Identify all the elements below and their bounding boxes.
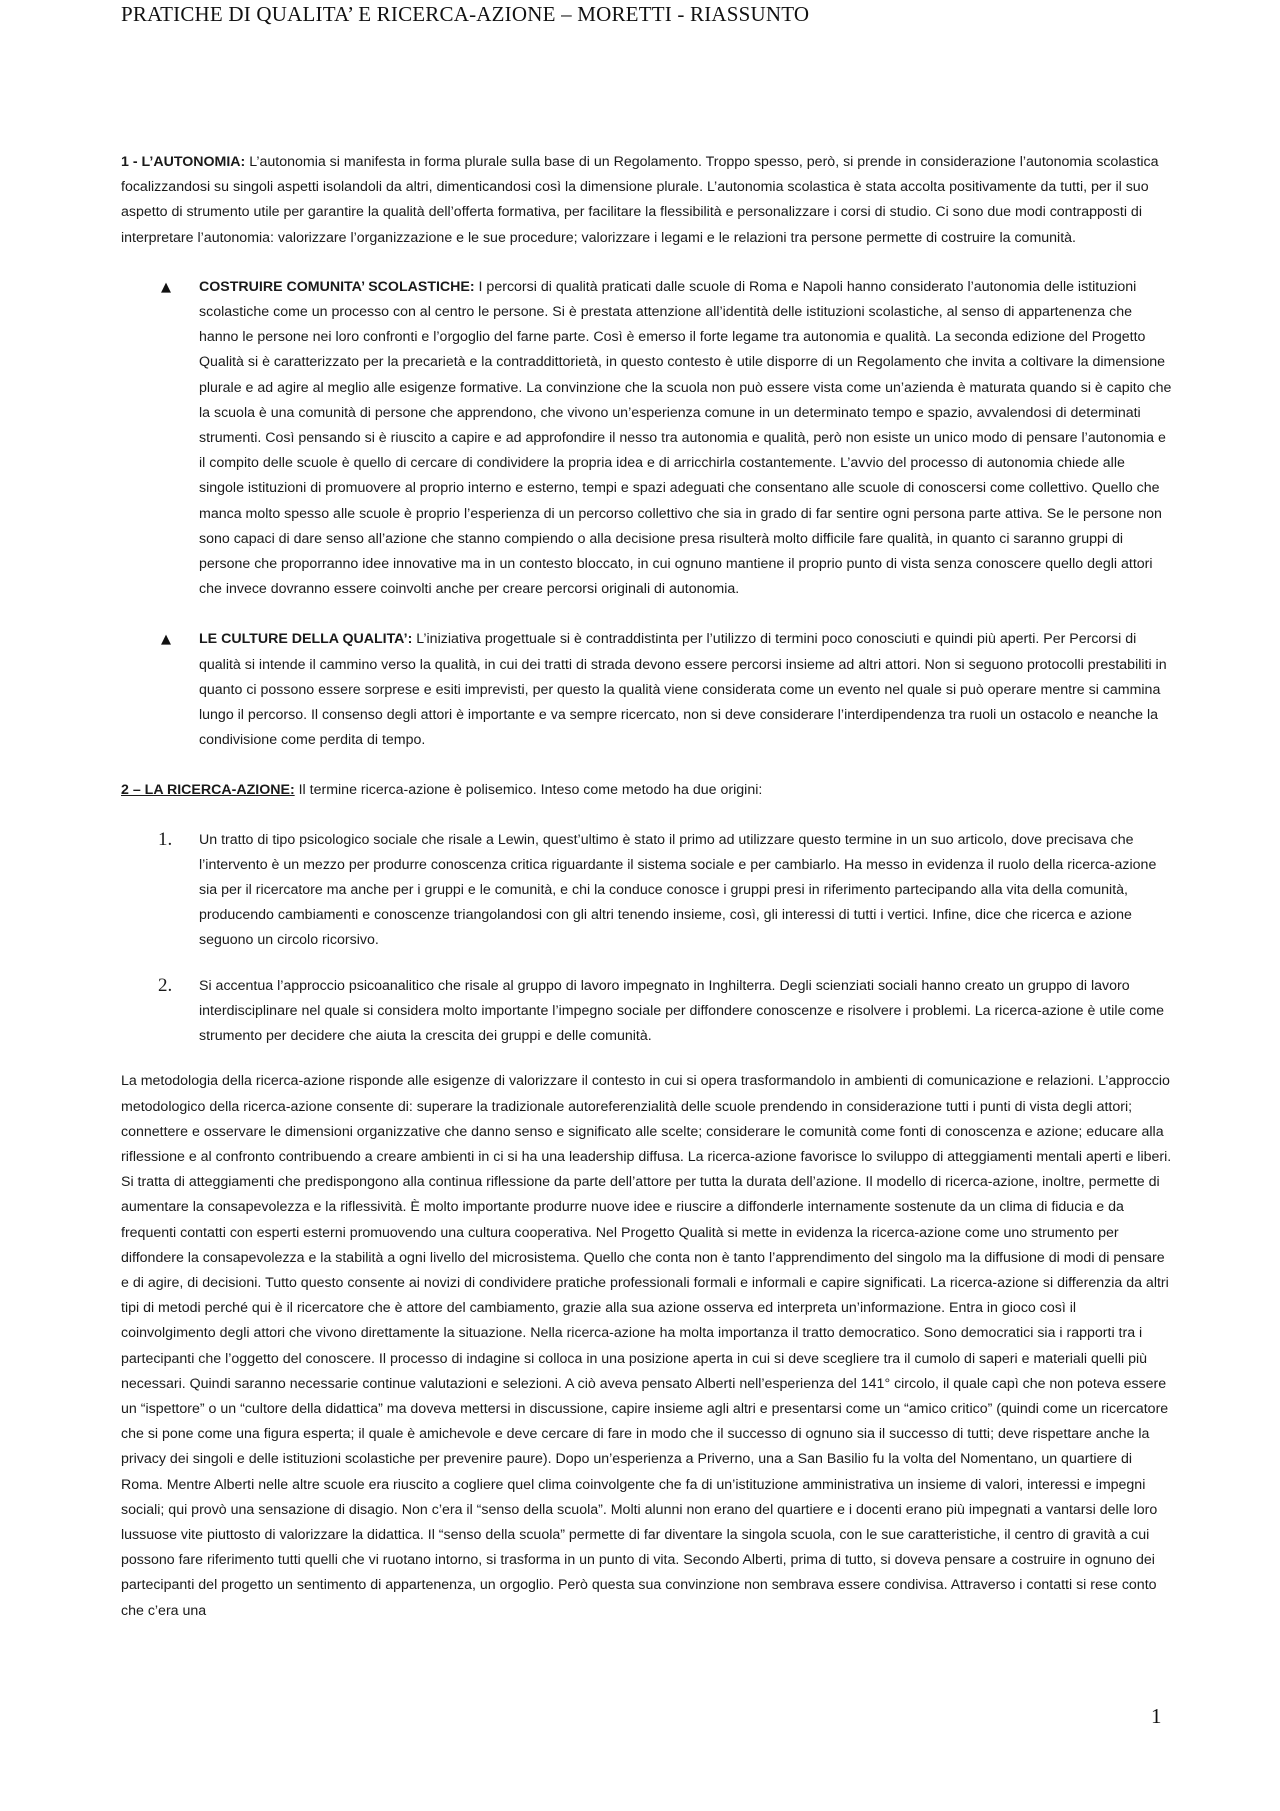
origin-item-psicoanalitico [121,974,1173,1050]
document-header: PRATICHE DI QUALITA’ E RICERCA-AZIONE – MORETTI - RIASSUNTO [121,2,810,26]
bullet-paragraph [199,627,1173,753]
section-text: L’autonomia si manifesta in forma plurale sulla base di un Regolamento. Troppo spesso, però, si prende in considerazione l’autonomia scolastica focalizzandosi su singoli aspetti isolandoli da altri, dimenticandosi così la dimensione plurale. L’autonomia scolastica è stata accolta positivamente da tutti, per il suo aspetto di strumento utile per garantire la qualità dell’offerta formativa, per facilitare la flessibilità e personalizzare i corsi di studio. Ci sono due modi contrapposti di interpretare l’autonomia: valorizzare l’organizzazione e le sue procedure; valorizzare i legami e le relazioni tra persone permette di costruire la comunità. [121,154,1159,246]
bullet-label: COSTRUIRE COMUNITA’ SCOLASTICHE: [199,278,475,295]
bullet-label: LE CULTURE DELLA QUALITA’: [199,631,413,648]
origin-item-lewin [121,828,1173,954]
bullet-culture-qualita [121,627,1173,753]
methodology-paragraph: La metodologia della ricerca-azione risponde alle esigenze di valorizzare il contesto in cui si opera trasformandolo in ambienti di comunicazione e relazioni. L’approccio metodologico della ricerca-azione consente di: superare la tradizionale autoreferenzialità delle scuole prendendo in considerazione tutti i punti di vista degli attori; connettere e osservare le dimensioni organizzative che danno senso e significato alle scelte; considerare le comunità come fonti di conoscenza e azione; educare alla riflessione e al confronto contribuendo a creare ambienti in ci si ha una leadership diffusa. La ricerca-azione favorisce lo sviluppo di atteggiamenti mentali aperti e liberi. Si tratta di atteggiamenti che predispongono alla continua riflessione da parte dell’attore per tutta la durata dell’azione. Il modello di ricerca-azione, inoltre, permette di aumentare la consapevolezza e la riflessività. È molto importante produrre nuove idee e riuscire a diffonderle internamente sostenute da un clima di fiducia e da frequenti contatti con esperti esterni promuovendo una cultura cooperativa. Nel Progetto Qualità si mette in evidenza la ricerca-azione come uno strumento per diffondere la consapevolezza e la stabilità a ogni livello del microsistema. Quello che conta non è tanto l’apprendimento del singolo ma la diffusione di modi di pensare e di agire, di decisioni. Tutto questo consente ai novizi di condividere pratiche professionali formali e informali e capire significati. La ricerca-azione si differenzia da altri tipi di metodi perché qui è il ricercatore che è attore del cambiamento, grazie alla sua azione osserva ed interpreta un’informazione. Entra in gioco così il coinvolgimento degli attori che vivono direttamente la situazione. Nella ricerca-azione ha molta importanza il tratto democratico. Sono democratici sia i rapporti tra i partecipanti che l’oggetto del conoscere. Il processo di indagine si colloca in una posizione aperta in cui si deve scegliere tra il cumolo di saperi e materiali quelli più necessari. Quindi saranno necessarie continue valutazioni e selezioni. A ciò aveva pensato Alberti nell’esperienza del 141° circolo, il quale capì che non poteva essere un “ispettore” o un “cultore della didattica” ma doveva mettersi in discussione, capire insieme agli altri e presentarsi come un “amico critico” (quindi come un ricercatore che si pone come una figura esperta; il quale è amichevole e deve cercare di fare in modo che il successo di ognuno sia il successo di tutti; deve rispettare anche la privacy dei singoli e delle istituzioni scolastiche per prevenire paure). Dopo un’esperienza a Priverno, una a San Basilio fu la volta del Nomentano, un quartiere di Roma. Mentre Alberti nelle altre scuole era riuscito a cogliere quel clima coinvolgente che fa di un’istituzione amministrativa un insieme di valori, interessi e impegni sociali; qui provò una sensazione di disagio. Non c’era il “senso della scuola”. Molti alunni non erano del quartiere e i docenti erano più impegnati a vantarsi delle loro lussuose vite piuttosto di valorizzare la didattica. Il “senso della scuola” permette di far diventare la singola scuola, con le sue caratteristiche, il centro di gravità a cui possono fare riferimento tutti quelli che vi ruotano intorno, si trasforma in un punto di vita. Secondo Alberti, prima di tutto, si doveva pensare a costruire in ognuno dei partecipanti del progetto un sentimento di appartenenza, un orgoglio. Però questa sua convinzione non sembrava essere condivisa. Attraverso i contatti si rese conto che c’era una [121,1073,1172,1619]
section-label: 1 - L’AUTONOMIA: [121,154,246,170]
triangle-bullet-icon: ▲ [161,632,171,648]
document-body [121,150,1173,1624]
section-text: Il termine ricerca-azione è polisemico. Inteso come metodo ha due origini: [294,782,763,799]
page-number: 1 [1151,1704,1162,1728]
bullet-paragraph [199,275,1173,603]
bullet-text: L’iniziativa progettuale si è contraddistinta per l’utilizzo di termini poco conosciuti e quindi più aperti. Per Percorsi di qualità si intende il cammino verso la qualità, in cui dei tratti di strada devono essere percorsi insieme ad altri attori. Non si seguono protocolli prestabiliti in quanto ci possono essere sorprese e esiti imprevisti, per questo la qualità viene considerata come un evento nel quale si può operare mentre si cammina lungo il percorso. Il consenso degli attori è importante e va sempre ricercato, non si deve considerare l’interdipendenza tra ruoli un ostacolo e neanche la condivisione come perdita di tempo. [199,631,1167,749]
list-number: 2. [158,974,173,996]
section-autonomia [121,150,1173,251]
list-number: 1. [158,828,173,850]
triangle-bullet-icon: ▲ [161,279,171,295]
bullet-text: I percorsi di qualità praticati dalle scuole di Roma e Napoli hanno considerato l’autonomia delle istituzioni scolastiche come un processo con al centro le persone. Si è prestata attenzione all’identità delle istituzioni scolastiche, al senso di appartenenza che hanno le persone nei loro confronti e l’orgoglio del farne parte. Così è emerso il forte legame tra autonomia e qualità. La seconda edizione del Progetto Qualità si è caratterizzato per la precarietà e la contraddittorietà, in questo contesto è utile disporre di un Regolamento che invita a coltivare la dimensione plurale e ad agire al meglio alle esigenze formative. La convinzione che la scuola non può essere vista come un’azienda è maturata quando si è capito che la scuola è una comunità di persone che apprendono, che vivono un’esperienza comune in un determinato tempo e spazio, avvalendosi di determinati strumenti. Così pensando si è riuscito a capire e ad approfondire il nesso tra autonomia e qualità, però non esiste un unico modo di pensare l’autonomia e il compito delle scuole è quello di cercare di condividere la propria idea e di arricchirla costantemente. L’avvio del processo di autonomia chiede alle singole istituzioni di promuovere al proprio interno e esterno, tempi e spazi adeguati che consentano alle scuole di conoscersi come collettivo. Quello che manca molto spesso alle scuole è proprio l’esperienza di un percorso collettivo che sia in grado di far sentire ogni persona parte attiva. Se le persone non sono capaci di dare senso all’azione che stanno compiendo o alla decisione presa risulterà molto difficile fare qualità, in quanto ci saranno gruppi di persone che proporranno idee innovative ma in un contesto bloccato, in cui ognuno mantiene il proprio punto di vista senza conoscere quello degli attori che invece dovranno essere coinvolti anche per creare percorsi originali di autonomia. [199,278,1172,598]
section-ricerca-azione [121,778,1173,803]
origin-text: Si accentua l’approccio psicoanalitico che risale al gruppo di lavoro impegnato in Inghilterra. Degli scienziati sociali hanno creato un gruppo di lavoro interdisciplinare nel quale si considera molto importante l’impegno sociale per diffondere conoscenze e risolvere i problemi. La ricerca-azione è utile come strumento per decidere che aiuta la crescita dei gruppi e delle comunità. [199,977,1164,1045]
origin-text: Un tratto di tipo psicologico sociale che risale a Lewin, quest’ultimo è stato il primo ad utilizzare questo termine in un suo articolo, dove precisava che l’intervento è un mezzo per produrre conoscenza critica riguardante il sistema sociale e per cambiarlo. Ha messo in evidenza il ruolo della ricerca-azione sia per il ricercatore ma anche per i gruppi e le comunità, e chi la conduce conosce i gruppi presi in riferimento partecipando alla vita della comunità, producendo cambiamenti e conoscenze triangolandosi con gli altri tenendo insieme, così, gli interessi di tutti i vertici. Infine, dice che ricerca e azione seguono un circolo ricorsivo. [199,831,1157,949]
section-label: 2 – LA RICERCA-AZIONE: [121,782,295,799]
bullet-costruire-comunita [121,275,1173,603]
